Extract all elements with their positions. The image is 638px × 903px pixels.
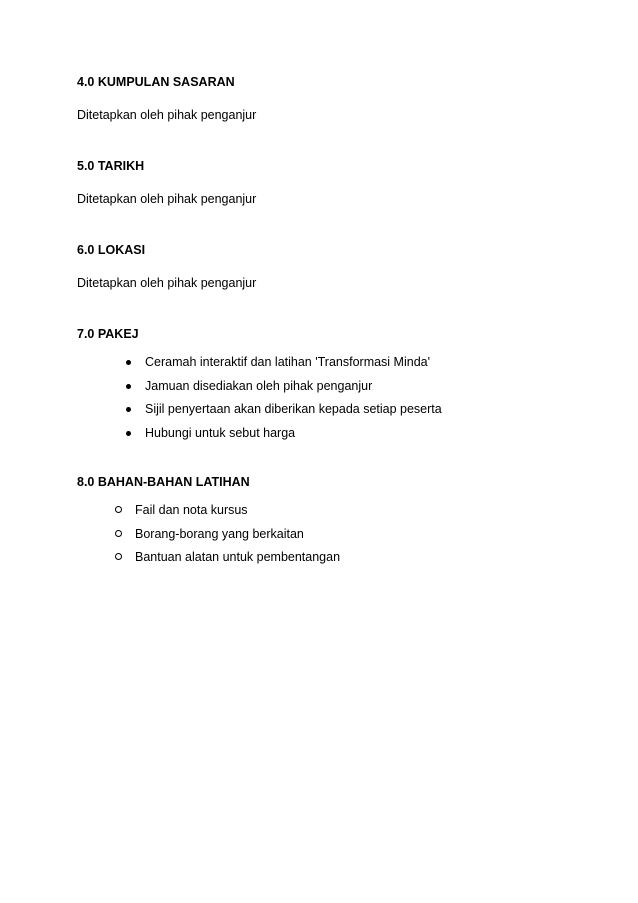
section-heading-lokasi: 6.0 LOKASI	[77, 243, 146, 257]
section-body-tarikh: Ditetapkan oleh pihak penganjur	[77, 192, 257, 206]
bullet-icon	[126, 431, 131, 436]
section-heading-pakej: 7.0 PAKEJ	[77, 327, 139, 341]
list-item-text: Hubungi untuk sebut harga	[145, 425, 296, 440]
hollow-bullet-icon	[115, 530, 122, 537]
bullet-icon	[126, 407, 131, 412]
bullet-icon	[126, 384, 131, 389]
hollow-bullet-icon	[115, 553, 122, 560]
list-item-text: Bantuan alatan untuk pembentangan	[135, 550, 341, 564]
list-item-text: Ceramah interaktif dan latihan 'Transformasi Minda'	[145, 355, 430, 369]
list-item-text: Sijil penyertaan akan diberikan kepada setiap peserta	[145, 402, 442, 416]
bullet-icon	[126, 360, 131, 365]
list-item-text: Borang-borang yang berkaitan	[135, 526, 304, 541]
section-heading-kumpulan-sasaran: 4.0 KUMPULAN SASARAN	[77, 75, 235, 89]
hollow-bullet-icon	[115, 506, 122, 513]
list-item-text: Fail dan nota kursus	[135, 503, 248, 517]
section-heading-bahan-latihan: 8.0 BAHAN-BAHAN LATIHAN	[77, 475, 250, 489]
section-body-kumpulan-sasaran: Ditetapkan oleh pihak penganjur	[77, 108, 257, 122]
section-body-lokasi: Ditetapkan oleh pihak penganjur	[77, 276, 257, 290]
section-heading-tarikh: 5.0 TARIKH	[77, 159, 145, 173]
list-item-text: Jamuan disediakan oleh pihak penganjur	[145, 378, 373, 393]
